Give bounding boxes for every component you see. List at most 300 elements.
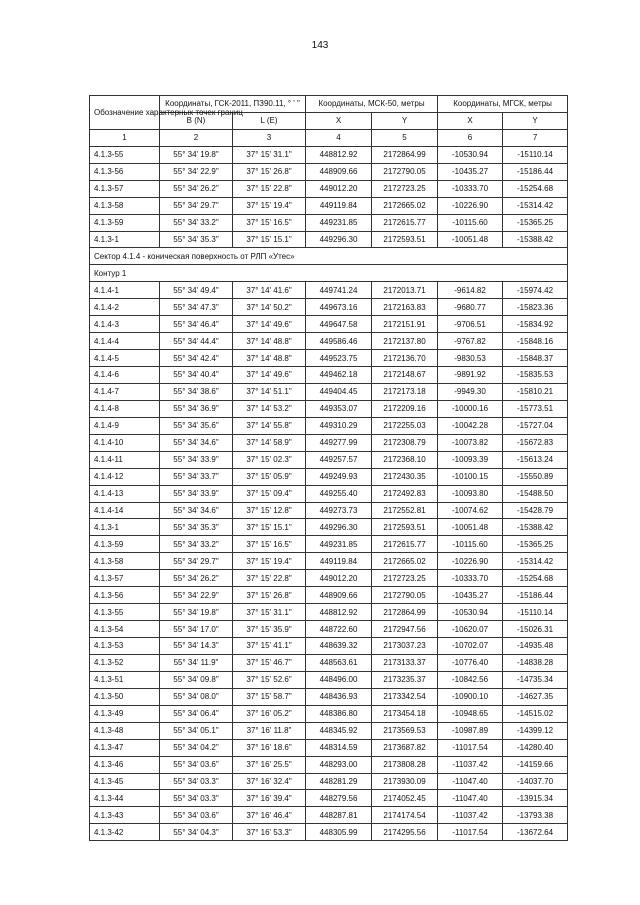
cell-x-mgsk: -9706.51 (438, 316, 503, 333)
cell-longitude: 37° 15' 31.1" (233, 146, 306, 163)
cell-longitude: 37° 15' 19.4" (233, 553, 306, 570)
cell-x-msk: 448345.92 (306, 722, 372, 739)
cell-point-id: 4.1.4-2 (90, 299, 160, 316)
cell-point-id: 4.1.3-46 (90, 756, 160, 773)
cell-latitude: 55° 34' 04.3" (160, 824, 233, 841)
coordinates-table (89, 95, 568, 841)
cell-point-id: 4.1.3-58 (90, 197, 160, 214)
cell-longitude: 37° 15' 16.5" (233, 536, 306, 553)
cell-point-id: 4.1.3-59 (90, 536, 160, 553)
cell-point-id: 4.1.3-55 (90, 146, 160, 163)
cell-x-msk: 448305.99 (306, 824, 372, 841)
cell-y-msk: 2172723.25 (372, 570, 438, 587)
cell-y-msk: 2172137.80 (372, 333, 438, 350)
column-number-row (90, 129, 568, 146)
table-row (90, 451, 568, 468)
cell-longitude: 37° 14' 49.6" (233, 316, 306, 333)
col-num-5: 5 (372, 129, 438, 146)
cell-x-msk: 449119.84 (306, 553, 372, 570)
cell-y-mgsk: -14515.02 (503, 705, 568, 722)
cell-x-mgsk: -10620.07 (438, 621, 503, 638)
cell-y-mgsk: -15848.37 (503, 350, 568, 367)
cell-longitude: 37° 14' 51.1" (233, 383, 306, 400)
cell-y-mgsk: -15613.24 (503, 451, 568, 468)
cell-latitude: 55° 34' 14.3" (160, 638, 233, 655)
cell-latitude: 55° 34' 29.7" (160, 553, 233, 570)
cell-x-msk: 449012.20 (306, 180, 372, 197)
cell-x-msk: 448722.60 (306, 621, 372, 638)
cell-point-id: 4.1.4-1 (90, 282, 160, 299)
cell-y-msk: 2172430.35 (372, 468, 438, 485)
cell-x-msk: 448812.92 (306, 604, 372, 621)
cell-longitude: 37° 15' 46.7" (233, 654, 306, 671)
cell-x-msk: 449231.85 (306, 214, 372, 231)
cell-x-mgsk: -9830.53 (438, 350, 503, 367)
cell-y-mgsk: -15388.42 (503, 231, 568, 248)
cell-longitude: 37° 14' 41.6" (233, 282, 306, 299)
cell-y-msk: 2174174.54 (372, 807, 438, 824)
cell-y-msk: 2172552.81 (372, 502, 438, 519)
page-number: 143 (311, 40, 329, 51)
cell-latitude: 55° 34' 17.0" (160, 621, 233, 638)
cell-y-msk: 2172492.83 (372, 485, 438, 502)
cell-y-msk: 2172665.02 (372, 197, 438, 214)
cell-y-mgsk: -15365.25 (503, 214, 568, 231)
cell-y-mgsk: -15186.44 (503, 163, 568, 180)
table-row (90, 536, 568, 553)
cell-y-msk: 2172864.99 (372, 604, 438, 621)
cell-point-id: 4.1.4-11 (90, 451, 160, 468)
cell-x-mgsk: -10074.62 (438, 502, 503, 519)
cell-y-mgsk: -14159.66 (503, 756, 568, 773)
cell-latitude: 55° 34' 04.2" (160, 739, 233, 756)
table-row (90, 316, 568, 333)
table-row (90, 722, 568, 739)
cell-point-id: 4.1.3-59 (90, 214, 160, 231)
cell-latitude: 55° 34' 49.4" (160, 282, 233, 299)
cell-point-id: 4.1.4-6 (90, 367, 160, 384)
cell-latitude: 55° 34' 44.4" (160, 333, 233, 350)
table-row (90, 468, 568, 485)
table-row (90, 502, 568, 519)
cell-y-msk: 2172593.51 (372, 519, 438, 536)
table-row (90, 654, 568, 671)
cell-y-msk: 2172665.02 (372, 553, 438, 570)
cell-x-mgsk: -10530.94 (438, 146, 503, 163)
cell-latitude: 55° 34' 03.3" (160, 790, 233, 807)
cell-x-msk: 448812.92 (306, 146, 372, 163)
cell-x-mgsk: -10000.16 (438, 400, 503, 417)
cell-point-id: 4.1.4-5 (90, 350, 160, 367)
cell-x-msk: 448563.61 (306, 654, 372, 671)
cell-longitude: 37° 15' 31.1" (233, 604, 306, 621)
cell-x-msk: 449277.99 (306, 434, 372, 451)
table-row (90, 756, 568, 773)
cell-point-id: 4.1.4-3 (90, 316, 160, 333)
cell-point-id: 4.1.4-10 (90, 434, 160, 451)
cell-latitude: 55° 34' 34.6" (160, 502, 233, 519)
cell-latitude: 55° 34' 03.6" (160, 807, 233, 824)
cell-x-mgsk: -10435.27 (438, 163, 503, 180)
cell-x-msk: 449012.20 (306, 570, 372, 587)
table-row (90, 553, 568, 570)
cell-y-mgsk: -15848.16 (503, 333, 568, 350)
cell-y-msk: 2172013.71 (372, 282, 438, 299)
cell-latitude: 55° 34' 38.6" (160, 383, 233, 400)
cell-x-mgsk: -10333.70 (438, 570, 503, 587)
cell-y-msk: 2173687.82 (372, 739, 438, 756)
table-row (90, 434, 568, 451)
cell-y-msk: 2172173.18 (372, 383, 438, 400)
cell-x-mgsk: -11047.40 (438, 773, 503, 790)
cell-x-mgsk: -9949.30 (438, 383, 503, 400)
cell-longitude: 37° 16' 39.4" (233, 790, 306, 807)
cell-y-msk: 2173235.37 (372, 671, 438, 688)
cell-longitude: 37° 16' 05.2" (233, 705, 306, 722)
cell-point-id: 4.1.4-8 (90, 400, 160, 417)
table-row (90, 146, 568, 163)
cell-x-mgsk: -11017.54 (438, 739, 503, 756)
header-designation: Обозначение характерных точек границ (90, 96, 160, 130)
cell-point-id: 4.1.3-57 (90, 180, 160, 197)
cell-x-msk: 448909.66 (306, 587, 372, 604)
cell-x-msk: 449296.30 (306, 519, 372, 536)
cell-latitude: 55° 34' 29.7" (160, 197, 233, 214)
cell-y-msk: 2172615.77 (372, 214, 438, 231)
cell-x-mgsk: -9891.92 (438, 367, 503, 384)
cell-y-msk: 2172947.56 (372, 621, 438, 638)
cell-point-id: 4.1.3-50 (90, 688, 160, 705)
cell-x-msk: 448293.00 (306, 756, 372, 773)
cell-y-msk: 2172255.03 (372, 417, 438, 434)
cell-latitude: 55° 34' 35.3" (160, 231, 233, 248)
cell-point-id: 4.1.4-14 (90, 502, 160, 519)
cell-y-msk: 2173454.18 (372, 705, 438, 722)
cell-y-msk: 2172615.77 (372, 536, 438, 553)
table-row (90, 621, 568, 638)
cell-x-msk: 449404.45 (306, 383, 372, 400)
cell-latitude: 55° 34' 26.2" (160, 570, 233, 587)
cell-x-msk: 449296.30 (306, 231, 372, 248)
cell-y-msk: 2173342.54 (372, 688, 438, 705)
cell-longitude: 37° 14' 58.9" (233, 434, 306, 451)
cell-y-mgsk: -15254.68 (503, 180, 568, 197)
header-gsk: Координаты, ГСК-2011, ПЗ90.11, ° ' " (160, 96, 306, 113)
table-row (90, 570, 568, 587)
cell-latitude: 55° 34' 33.9" (160, 485, 233, 502)
cell-latitude: 55° 34' 11.9" (160, 654, 233, 671)
cell-y-mgsk: -15388.42 (503, 519, 568, 536)
table-row (90, 587, 568, 604)
cell-x-mgsk: -11037.42 (438, 807, 503, 824)
cell-longitude: 37° 14' 49.6" (233, 367, 306, 384)
table-body-top (90, 146, 568, 248)
cell-latitude: 55° 34' 34.6" (160, 434, 233, 451)
cell-point-id: 4.1.4-7 (90, 383, 160, 400)
table-row (90, 824, 568, 841)
cell-y-mgsk: -15823.36 (503, 299, 568, 316)
cell-y-mgsk: -15550.89 (503, 468, 568, 485)
section-title: Сектор 4.1.4 - коническая поверхность от РЛП «Утес» (90, 248, 568, 265)
cell-latitude: 55° 34' 42.4" (160, 350, 233, 367)
cell-x-msk: 448281.29 (306, 773, 372, 790)
cell-y-mgsk: -15428.79 (503, 502, 568, 519)
col-num-7: 7 (503, 129, 568, 146)
cell-x-mgsk: -10987.89 (438, 722, 503, 739)
cell-point-id: 4.1.3-55 (90, 604, 160, 621)
cell-x-msk: 449257.57 (306, 451, 372, 468)
cell-latitude: 55° 34' 06.4" (160, 705, 233, 722)
cell-point-id: 4.1.3-43 (90, 807, 160, 824)
cell-latitude: 55° 34' 33.7" (160, 468, 233, 485)
cell-longitude: 37° 15' 26.8" (233, 163, 306, 180)
cell-longitude: 37° 16' 25.5" (233, 756, 306, 773)
cell-point-id: 4.1.3-44 (90, 790, 160, 807)
cell-latitude: 55° 34' 05.1" (160, 722, 233, 739)
col-num-2: 2 (160, 129, 233, 146)
table-row (90, 180, 568, 197)
cell-latitude: 55° 34' 33.2" (160, 214, 233, 231)
cell-y-mgsk: -15488.50 (503, 485, 568, 502)
cell-x-mgsk: -9680.77 (438, 299, 503, 316)
cell-x-mgsk: -10900.10 (438, 688, 503, 705)
cell-point-id: 4.1.3-57 (90, 570, 160, 587)
cell-y-mgsk: -14399.12 (503, 722, 568, 739)
cell-latitude: 55° 34' 40.4" (160, 367, 233, 384)
cell-longitude: 37° 15' 22.8" (233, 180, 306, 197)
cell-x-mgsk: -10333.70 (438, 180, 503, 197)
header-msk: Координаты, МСК-50, метры (306, 96, 438, 113)
cell-point-id: 4.1.3-52 (90, 654, 160, 671)
cell-x-msk: 448639.32 (306, 638, 372, 655)
table-row (90, 671, 568, 688)
cell-y-mgsk: -15672.83 (503, 434, 568, 451)
cell-y-msk: 2174052.45 (372, 790, 438, 807)
cell-x-mgsk: -9767.82 (438, 333, 503, 350)
cell-x-msk: 449353.07 (306, 400, 372, 417)
cell-x-msk: 449586.46 (306, 333, 372, 350)
col-num-1: 1 (90, 129, 160, 146)
header-b: B (N) (160, 112, 233, 129)
cell-y-mgsk: -13793.38 (503, 807, 568, 824)
table-row (90, 688, 568, 705)
table-row (90, 383, 568, 400)
cell-y-mgsk: -15773.51 (503, 400, 568, 417)
cell-y-msk: 2172790.05 (372, 163, 438, 180)
cell-x-mgsk: -10073.82 (438, 434, 503, 451)
cell-x-msk: 448436.93 (306, 688, 372, 705)
table-row (90, 604, 568, 621)
cell-latitude: 55° 34' 22.9" (160, 163, 233, 180)
table-row (90, 773, 568, 790)
cell-latitude: 55° 34' 08.0" (160, 688, 233, 705)
cell-y-msk: 2174295.56 (372, 824, 438, 841)
cell-y-mgsk: -14935.48 (503, 638, 568, 655)
cell-y-mgsk: -14627.35 (503, 688, 568, 705)
header-row (90, 96, 568, 113)
table-row (90, 705, 568, 722)
cell-x-msk: 449462.18 (306, 367, 372, 384)
cell-y-msk: 2172790.05 (372, 587, 438, 604)
cell-longitude: 37° 15' 12.8" (233, 502, 306, 519)
cell-longitude: 37° 14' 50.2" (233, 299, 306, 316)
cell-y-msk: 2172723.25 (372, 180, 438, 197)
cell-point-id: 4.1.3-1 (90, 519, 160, 536)
cell-point-id: 4.1.3-54 (90, 621, 160, 638)
cell-latitude: 55° 34' 19.8" (160, 604, 233, 621)
cell-y-mgsk: -13672.64 (503, 824, 568, 841)
table-row (90, 350, 568, 367)
cell-x-msk: 449523.75 (306, 350, 372, 367)
cell-point-id: 4.1.3-47 (90, 739, 160, 756)
cell-y-mgsk: -15026.31 (503, 621, 568, 638)
cell-longitude: 37° 15' 09.4" (233, 485, 306, 502)
cell-longitude: 37° 15' 15.1" (233, 231, 306, 248)
cell-y-mgsk: -15254.68 (503, 570, 568, 587)
table-row (90, 400, 568, 417)
cell-y-msk: 2172864.99 (372, 146, 438, 163)
cell-x-mgsk: -10093.80 (438, 485, 503, 502)
cell-x-msk: 449119.84 (306, 197, 372, 214)
header-y-mgsk: Y (503, 112, 568, 129)
cell-longitude: 37° 16' 46.4" (233, 807, 306, 824)
cell-longitude: 37° 15' 19.4" (233, 197, 306, 214)
cell-x-mgsk: -10042.28 (438, 417, 503, 434)
cell-longitude: 37° 16' 11.8" (233, 722, 306, 739)
cell-x-mgsk: -11037.42 (438, 756, 503, 773)
cell-y-mgsk: -15110.14 (503, 604, 568, 621)
table-row (90, 214, 568, 231)
cell-y-mgsk: -14280.40 (503, 739, 568, 756)
cell-point-id: 4.1.4-9 (90, 417, 160, 434)
table-row (90, 807, 568, 824)
cell-point-id: 4.1.4-12 (90, 468, 160, 485)
cell-point-id: 4.1.3-58 (90, 553, 160, 570)
cell-x-msk: 448386.80 (306, 705, 372, 722)
cell-x-msk: 449249.93 (306, 468, 372, 485)
cell-latitude: 55° 34' 33.2" (160, 536, 233, 553)
cell-x-mgsk: -10948.65 (438, 705, 503, 722)
cell-point-id: 4.1.3-53 (90, 638, 160, 655)
table-row (90, 333, 568, 350)
cell-point-id: 4.1.3-42 (90, 824, 160, 841)
cell-latitude: 55° 34' 33.9" (160, 451, 233, 468)
cell-longitude: 37° 15' 58.7" (233, 688, 306, 705)
cell-x-msk: 448314.59 (306, 739, 372, 756)
cell-latitude: 55° 34' 46.4" (160, 316, 233, 333)
cell-x-mgsk: -9614.82 (438, 282, 503, 299)
cell-longitude: 37° 15' 02.3" (233, 451, 306, 468)
cell-y-mgsk: -15186.44 (503, 587, 568, 604)
cell-longitude: 37° 15' 26.8" (233, 587, 306, 604)
contour-title-row (90, 265, 568, 282)
cell-x-mgsk: -10702.07 (438, 638, 503, 655)
cell-y-mgsk: -15314.42 (503, 197, 568, 214)
header-x-msk: X (306, 112, 372, 129)
cell-x-mgsk: -10051.48 (438, 231, 503, 248)
cell-y-mgsk: -15834.92 (503, 316, 568, 333)
cell-y-msk: 2172308.79 (372, 434, 438, 451)
cell-longitude: 37° 15' 15.1" (233, 519, 306, 536)
cell-y-mgsk: -14037.70 (503, 773, 568, 790)
cell-latitude: 55° 34' 03.6" (160, 756, 233, 773)
cell-x-mgsk: -10226.90 (438, 553, 503, 570)
cell-point-id: 4.1.3-49 (90, 705, 160, 722)
cell-y-msk: 2172148.67 (372, 367, 438, 384)
cell-x-mgsk: -10435.27 (438, 587, 503, 604)
cell-point-id: 4.1.3-48 (90, 722, 160, 739)
cell-latitude: 55° 34' 09.8" (160, 671, 233, 688)
col-num-3: 3 (233, 129, 306, 146)
cell-point-id: 4.1.3-56 (90, 587, 160, 604)
table-row (90, 638, 568, 655)
cell-x-mgsk: -10530.94 (438, 604, 503, 621)
cell-y-msk: 2173569.53 (372, 722, 438, 739)
cell-y-msk: 2173808.28 (372, 756, 438, 773)
cell-longitude: 37° 15' 52.6" (233, 671, 306, 688)
table-row (90, 519, 568, 536)
cell-y-mgsk: -14735.34 (503, 671, 568, 688)
cell-y-mgsk: -15974.42 (503, 282, 568, 299)
table-row (90, 485, 568, 502)
col-num-4: 4 (306, 129, 372, 146)
cell-latitude: 55° 34' 35.3" (160, 519, 233, 536)
table-row (90, 367, 568, 384)
cell-x-mgsk: -10100.15 (438, 468, 503, 485)
cell-x-msk: 449255.40 (306, 485, 372, 502)
cell-latitude: 55° 34' 47.3" (160, 299, 233, 316)
cell-latitude: 55° 34' 26.2" (160, 180, 233, 197)
header-x-mgsk: X (438, 112, 503, 129)
table-row (90, 163, 568, 180)
cell-point-id: 4.1.3-56 (90, 163, 160, 180)
col-num-6: 6 (438, 129, 503, 146)
cell-y-mgsk: -15835.53 (503, 367, 568, 384)
cell-longitude: 37° 15' 41.1" (233, 638, 306, 655)
table-body-bottom (90, 282, 568, 841)
header-l: L (E) (233, 112, 306, 129)
cell-longitude: 37° 15' 22.8" (233, 570, 306, 587)
cell-x-mgsk: -10115.60 (438, 214, 503, 231)
contour-title: Контур 1 (90, 265, 568, 282)
cell-longitude: 37° 14' 48.8" (233, 333, 306, 350)
table-row (90, 231, 568, 248)
cell-y-mgsk: -14838.28 (503, 654, 568, 671)
cell-x-mgsk: -11017.54 (438, 824, 503, 841)
cell-y-mgsk: -15810.21 (503, 383, 568, 400)
cell-x-msk: 448279.56 (306, 790, 372, 807)
cell-y-msk: 2172136.70 (372, 350, 438, 367)
cell-y-msk: 2172209.16 (372, 400, 438, 417)
cell-longitude: 37° 14' 55.8" (233, 417, 306, 434)
cell-y-mgsk: -13915.34 (503, 790, 568, 807)
cell-x-mgsk: -10093.39 (438, 451, 503, 468)
cell-longitude: 37° 14' 48.8" (233, 350, 306, 367)
cell-y-mgsk: -15365.25 (503, 536, 568, 553)
cell-point-id: 4.1.4-4 (90, 333, 160, 350)
cell-longitude: 37° 15' 16.5" (233, 214, 306, 231)
cell-x-mgsk: -10051.48 (438, 519, 503, 536)
cell-point-id: 4.1.3-45 (90, 773, 160, 790)
cell-x-msk: 448496.00 (306, 671, 372, 688)
cell-x-mgsk: -10115.60 (438, 536, 503, 553)
cell-y-msk: 2172368.10 (372, 451, 438, 468)
cell-point-id: 4.1.3-51 (90, 671, 160, 688)
table-row (90, 790, 568, 807)
cell-x-mgsk: -10776.40 (438, 654, 503, 671)
cell-y-mgsk: -15314.42 (503, 553, 568, 570)
cell-latitude: 55° 34' 22.9" (160, 587, 233, 604)
